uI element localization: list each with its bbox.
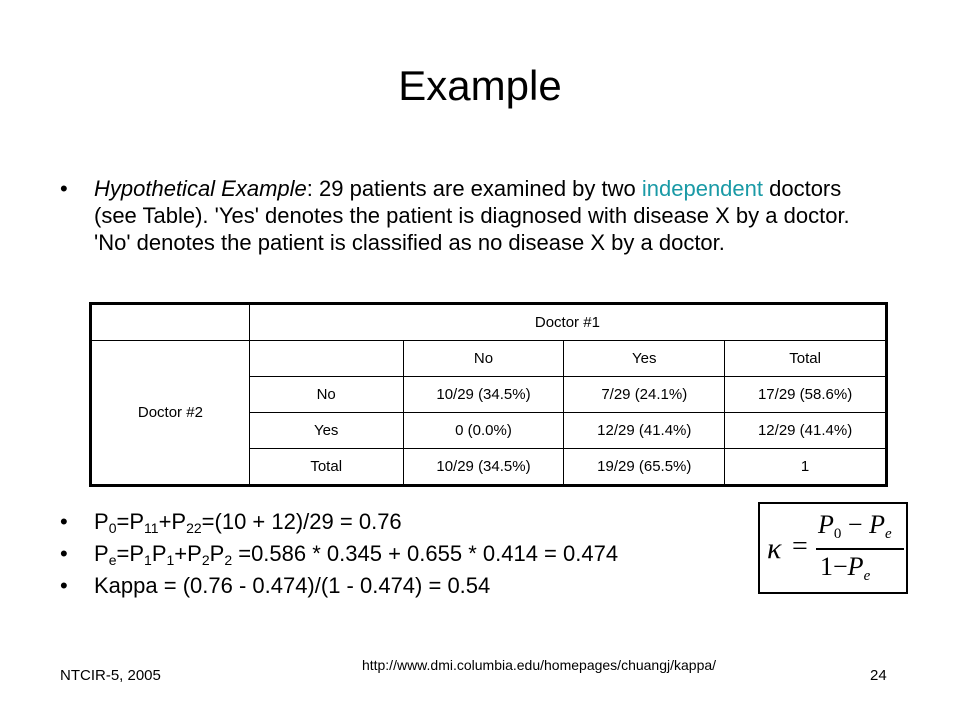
table-blank-cell xyxy=(249,341,403,377)
fraction-bar xyxy=(816,548,904,550)
formula-numerator: $P_0 - P_e$ xyxy=(818,510,892,542)
row-header: No xyxy=(249,377,403,413)
table-cell: 12/29 (41.4%) xyxy=(564,413,725,449)
page-number: 24 xyxy=(870,667,887,684)
slide-title: Example xyxy=(398,62,562,109)
table-cell: 12/29 (41.4%) xyxy=(725,413,887,449)
kappa-formula-box xyxy=(758,502,908,594)
formula-equals: = xyxy=(792,531,808,562)
col-header: Total xyxy=(725,341,887,377)
intro-part2: doctors (see Table). 'Yes' denotes the patient is diagnosed with disease X by a doctor. 'No' denotes the patient is classified as no disease X by a doctor. xyxy=(94,176,850,255)
bullet-dot: • xyxy=(60,509,68,534)
table-corner-cell xyxy=(91,304,250,341)
table-cell: 10/29 (34.5%) xyxy=(403,377,564,413)
table-cell: 0 (0.0%) xyxy=(403,413,564,449)
row-header: Total xyxy=(249,449,403,486)
intro-text xyxy=(94,175,854,256)
kappa-symbol: κ xyxy=(767,532,782,565)
doctor2-header: Doctor #2 xyxy=(91,341,250,486)
kappa-equation: Kappa = (0.76 - 0.474)/(1 - 0.474) = 0.54 xyxy=(94,573,491,598)
bullet-dot: • xyxy=(60,573,68,598)
bullet-dot: • xyxy=(60,541,68,566)
col-header: Yes xyxy=(564,341,725,377)
footer-url: http://www.dmi.columbia.edu/homepages/chuangj/kappa/ xyxy=(361,657,717,673)
row-header: Yes xyxy=(249,413,403,449)
formula-denominator: $1-P_e$ xyxy=(820,552,871,584)
pe-equation: $P_e=P_1P_1+P_2P_2 =0.586 * 0.345 + 0.655 * 0.414 = 0.474$ xyxy=(94,541,619,568)
table-cell: 17/29 (58.6%) xyxy=(725,377,887,413)
table-cell: 7/29 (24.1%) xyxy=(564,377,725,413)
intro-part1: : 29 patients are examined by two xyxy=(306,176,642,201)
intro-lead: Hypothetical Example xyxy=(94,176,307,201)
footer-conference: NTCIR-5, 2005 xyxy=(60,667,161,684)
bullet-dot: • xyxy=(60,176,68,201)
table-cell: 19/29 (65.5%) xyxy=(564,449,725,486)
p0-equation: $P_0=P_{11}+P_{22}=(10 + 12)/29 = 0.76$ xyxy=(94,509,402,536)
intro-highlight: independent xyxy=(641,176,763,201)
contingency-table xyxy=(89,302,888,487)
table-cell: 10/29 (34.5%) xyxy=(403,449,564,486)
table-cell: 1 xyxy=(725,449,887,486)
col-header: No xyxy=(403,341,564,377)
doctor1-header: Doctor #1 xyxy=(249,304,886,341)
